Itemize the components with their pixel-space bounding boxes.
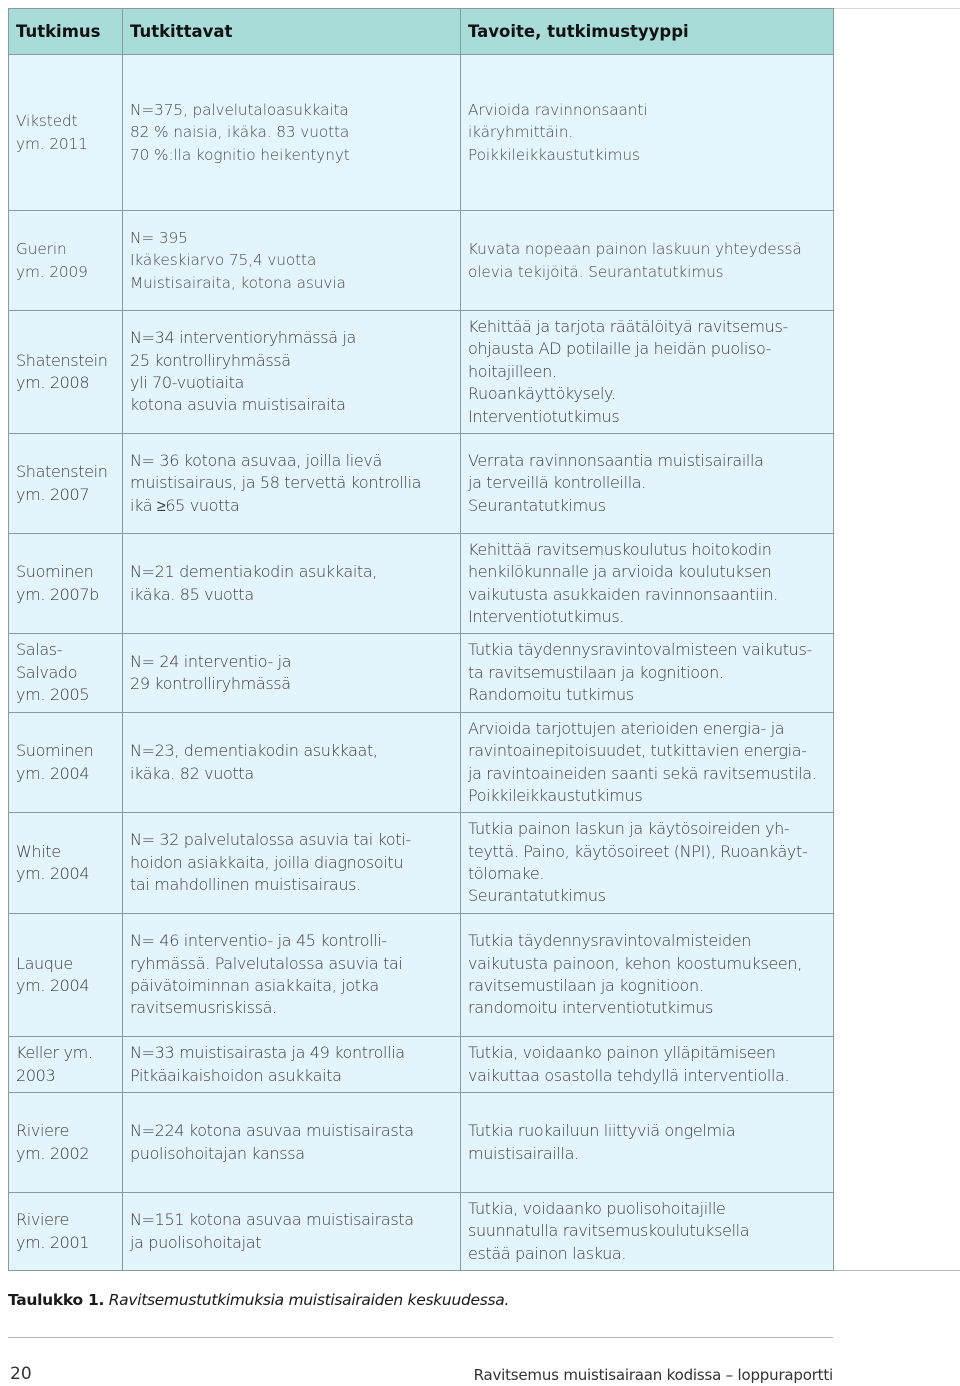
study-cell bbox=[9, 1093, 123, 1193]
table-row bbox=[9, 1037, 834, 1093]
study-text: Riviere ym. 2002 bbox=[16, 1121, 90, 1163]
study-text: Lauque ym. 2004 bbox=[16, 953, 90, 995]
subjects-cell bbox=[123, 311, 461, 434]
table-bottom-rule bbox=[834, 1270, 960, 1271]
aim-cell bbox=[461, 434, 834, 534]
table-row bbox=[9, 1093, 834, 1193]
aim-cell bbox=[461, 1193, 834, 1271]
aim-cell bbox=[461, 1037, 834, 1093]
subjects-cell bbox=[123, 434, 461, 534]
aim-text: Kehittää ja tarjota räätälöityä ravitsemus- ohjausta AD potilaille ja heidän puoliso- hoitajilleen. Ruoankäyttökysely. Interventiotutkimus bbox=[468, 316, 788, 426]
study-table bbox=[8, 8, 834, 1271]
subjects-text: N=21 dementiakodin asukkaita, ikäka. 85 vuotta bbox=[130, 562, 378, 604]
study-text: Salas- Salvado ym. 2005 bbox=[16, 640, 90, 705]
aim-text: Tutkia painon laskun ja käytösoireiden yh- teyttä. Paino, käytösoireet (NPI), Ruoankäyt- tölomake. Seurantatutkimus bbox=[468, 819, 808, 906]
aim-cell bbox=[461, 311, 834, 434]
table-row bbox=[9, 813, 834, 914]
aim-text: Tutkia täydennysravintovalmisteiden vaikutusta painoon, kehon koostumukseen, ravitsemustilaan ja kognitioon. randomoitu interventiotutkimus bbox=[468, 931, 802, 1018]
aim-cell bbox=[461, 813, 834, 914]
caption-label: Taulukko 1. bbox=[8, 1291, 105, 1309]
running-title: Ravitsemus muistisairaan kodissa – loppuraportti bbox=[473, 1366, 833, 1384]
subjects-cell bbox=[123, 1093, 461, 1193]
subjects-cell bbox=[123, 634, 461, 713]
subjects-text: N= 24 interventio- ja 29 kontrolliryhmässä bbox=[130, 651, 292, 693]
subjects-cell bbox=[123, 713, 461, 813]
study-text: Riviere ym. 2001 bbox=[16, 1210, 90, 1252]
study-cell bbox=[9, 434, 123, 534]
table-row bbox=[9, 211, 834, 311]
subjects-cell bbox=[123, 813, 461, 914]
study-cell bbox=[9, 634, 123, 713]
subjects-cell bbox=[123, 1037, 461, 1093]
aim-text: Kehittää ravitsemuskoulutus hoitokodin henkilökunnalle ja arvioida koulutuksen vaikutusta asukkaiden ravinnonsaantiin. Interventiotutkimus. bbox=[468, 539, 778, 626]
top-rule bbox=[834, 8, 960, 9]
table-row bbox=[9, 311, 834, 434]
caption-text: Ravitsemustutkimuksia muistisairaiden keskuudessa. bbox=[108, 1291, 510, 1309]
subjects-cell bbox=[123, 1193, 461, 1271]
aim-text: Tutkia, voidaanko painon ylläpitämiseen vaikuttaa osastolla tehdyllä interventiolla. bbox=[468, 1043, 790, 1085]
subjects-text: N=23, dementiakodin asukkaat, ikäka. 82 vuotta bbox=[130, 741, 378, 783]
study-cell bbox=[9, 1193, 123, 1271]
subjects-text: N= 395 Ikäkeskiarvo 75,4 vuotta Muistisairaita, kotona asuvia bbox=[130, 228, 346, 292]
aim-text: Verrata ravinnonsaantia muistisairailla ja terveillä kontrolleilla. Seurantatutkimus bbox=[468, 450, 764, 515]
table-caption bbox=[8, 1291, 509, 1309]
aim-cell bbox=[461, 211, 834, 311]
table-row bbox=[9, 534, 834, 634]
aim-cell bbox=[461, 713, 834, 813]
table-row bbox=[9, 914, 834, 1037]
table-row bbox=[9, 634, 834, 713]
header-row bbox=[9, 9, 834, 55]
subjects-cell bbox=[123, 55, 461, 211]
subjects-cell bbox=[123, 914, 461, 1037]
subjects-cell bbox=[123, 211, 461, 311]
study-cell bbox=[9, 914, 123, 1037]
column-header-subjects: Tutkittavat bbox=[123, 9, 461, 55]
table-row bbox=[9, 55, 834, 211]
column-header-study: Tutkimus bbox=[9, 9, 123, 55]
study-text: Shatenstein ym. 2008 bbox=[16, 350, 108, 392]
aim-text: Tutkia ruokailuun liittyviä ongelmia muistisairailla. bbox=[468, 1121, 736, 1163]
aim-cell bbox=[461, 534, 834, 634]
study-text: Keller ym. 2003 bbox=[16, 1043, 93, 1085]
subjects-text: N= 32 palvelutalossa asuvia tai koti- hoidon asiakkaita, joilla diagnosoitu tai mahdollinen muistisairaus. bbox=[130, 830, 411, 895]
table-row bbox=[9, 713, 834, 813]
subjects-text: N=34 interventioryhmässä ja 25 kontrolliryhmässä yli 70-vuotiaita kotona asuvia muistisairaita bbox=[130, 328, 357, 415]
study-text: White ym. 2004 bbox=[16, 841, 90, 883]
study-cell bbox=[9, 211, 123, 311]
aim-text: Arvioida ravinnonsaanti ikäryhmittäin. Poikkileikkaustutkimus bbox=[468, 100, 648, 164]
study-text: Guerin ym. 2009 bbox=[16, 240, 88, 281]
table-row bbox=[9, 434, 834, 534]
aim-text: Kuvata nopeaan painon laskuun yhteydessä olevia tekijöitä. Seurantatutkimus bbox=[468, 240, 802, 281]
study-cell bbox=[9, 534, 123, 634]
study-cell bbox=[9, 1037, 123, 1093]
subjects-text: N=33 muistisairasta ja 49 kontrollia Pitkäaikaishoidon asukkaita bbox=[130, 1043, 405, 1085]
study-text: Shatenstein ym. 2007 bbox=[16, 462, 108, 504]
subjects-cell bbox=[123, 534, 461, 634]
study-text: Suominen ym. 2007b bbox=[16, 562, 99, 604]
aim-text: Tutkia, voidaanko puolisohoitajille suunnatulla ravitsemuskoulutuksella estää painon laskua. bbox=[468, 1198, 750, 1263]
table-row bbox=[9, 1193, 834, 1271]
aim-cell bbox=[461, 55, 834, 211]
page-number: 20 bbox=[10, 1364, 32, 1384]
subjects-text: N=375, palvelutaloasukkaita 82 % naisia, ikäka. 83 vuotta 70 %:lla kognitio heikentynyt bbox=[130, 100, 350, 164]
study-text: Suominen ym. 2004 bbox=[16, 741, 94, 783]
subjects-text: N= 36 kotona asuvaa, joilla lievä muistisairaus, ja 58 tervettä kontrollia ikä ≥65 vuotta bbox=[130, 450, 422, 515]
footer-divider bbox=[8, 1337, 833, 1338]
subjects-text: N= 46 interventio- ja 45 kontrolli- ryhmässä. Palvelutalossa asuvia tai päivätoiminnan asiakkaita, jotka ravitsemusriskissä. bbox=[130, 931, 403, 1018]
aim-cell bbox=[461, 914, 834, 1037]
study-text: Vikstedt ym. 2011 bbox=[16, 112, 88, 153]
study-cell bbox=[9, 55, 123, 211]
column-header-aim: Tavoite, tutkimustyyppi bbox=[461, 9, 834, 55]
subjects-text: N=224 kotona asuvaa muistisairasta puolisohoitajan kanssa bbox=[130, 1121, 414, 1163]
study-cell bbox=[9, 713, 123, 813]
aim-cell bbox=[461, 634, 834, 713]
aim-text: Tutkia täydennysravintovalmisteen vaikutus- ta ravitsemustilaan ja kognitioon. Randomoitu tutkimus bbox=[468, 640, 812, 705]
study-cell bbox=[9, 813, 123, 914]
subjects-text: N=151 kotona asuvaa muistisairasta ja puolisohoitajat bbox=[130, 1210, 414, 1252]
study-cell bbox=[9, 311, 123, 434]
aim-text: Arvioida tarjottujen aterioiden energia- ja ravintoainepitoisuudet, tutkittavien energia- ja ravintoaineiden saanti sekä ravitsemustila. Poikkileikkaustutkimus bbox=[468, 718, 817, 805]
aim-cell bbox=[461, 1093, 834, 1193]
